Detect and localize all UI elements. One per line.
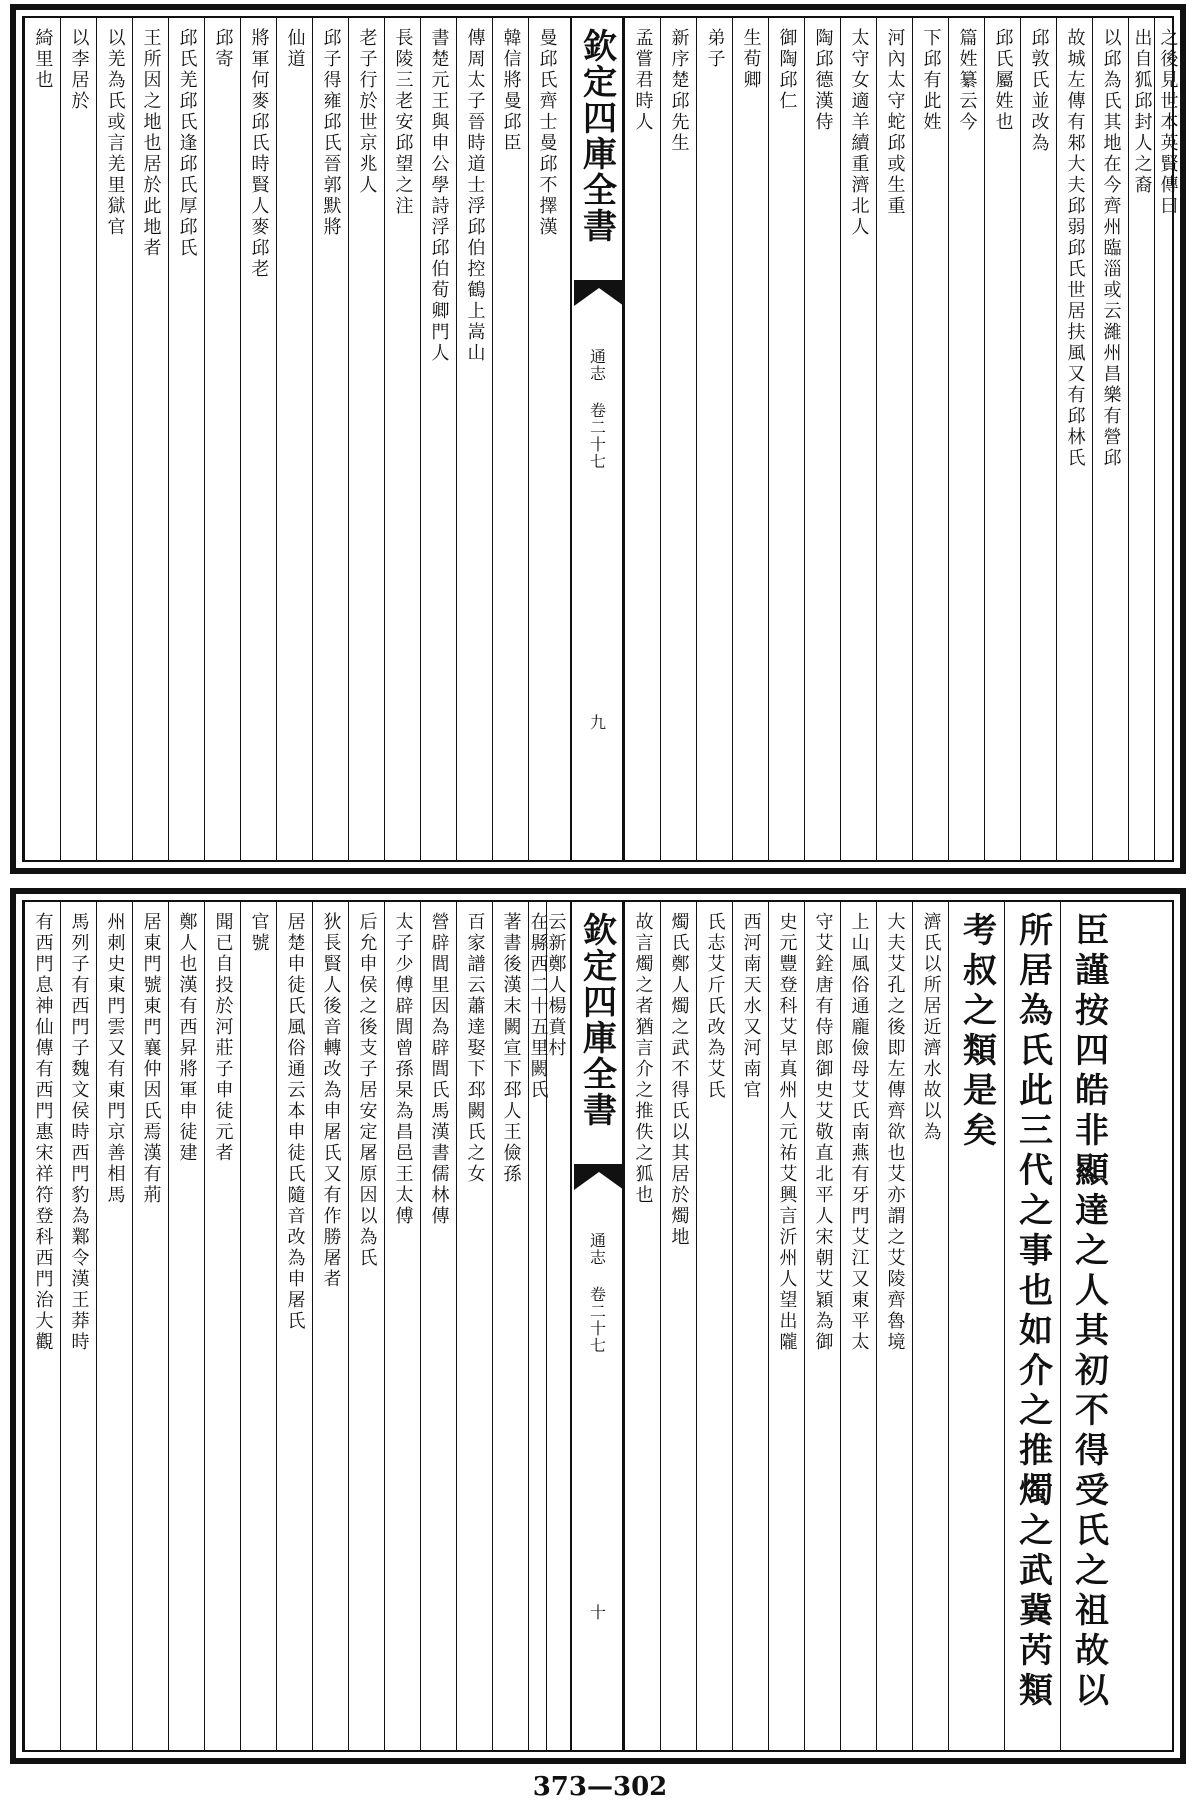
text-column [168,902,204,1750]
text-column [96,902,132,1750]
column-text: 以邱為氏其地在今齊州臨淄或云濰州昌樂有營邱 [1100,28,1122,469]
bottom-left-text-block [24,902,567,1750]
column-text: 新序楚邱先生 [668,28,690,154]
bottom-page [10,888,1186,1764]
text-column [312,18,348,860]
text-column [1092,18,1128,860]
column-text: 御陶邱仁 [776,28,798,112]
text-column [492,902,528,1750]
text-column [696,902,732,1750]
column-text: 鄭人也漢有西昇將軍申徒建 [176,912,198,1164]
column-text: 老子行於世京兆人 [356,28,378,196]
column-text: 著書後漢末闕宣下邳人王儉孫 [500,912,522,1185]
text-column [312,902,348,1750]
column-text: 仙道 [284,28,306,70]
text-column [912,18,948,860]
text-column [1020,18,1056,860]
column-text: 馬列子有西門子魏文侯時西門豹為鄴令漢王莽時 [68,912,90,1353]
text-column [912,902,948,1750]
column-text: 出自狐邱封人之裔 [1131,28,1153,196]
text-column [1004,902,1060,1750]
column-text: 傳周太子晉時道士浮邱伯控鶴上嵩山 [464,28,486,364]
text-column [420,18,456,860]
text-column [276,18,312,860]
column-text: 以李居於 [68,28,90,112]
column-text: 將軍何麥邱氏時賢人麥邱老 [248,28,270,280]
column-text: 故言燭之者猶言介之推佚之狐也 [632,912,654,1206]
text-column [1060,902,1116,1750]
text-column [768,18,804,860]
text-column [24,18,60,860]
fishtail-ornament-icon [574,280,624,306]
column-text: 以羌為氏或言羌里獄官 [104,28,126,238]
column-text: 陶邱德漢侍 [812,28,834,133]
column-text: 王所因之地也居於此地者 [140,28,162,259]
column-text: 濟氏以所居近濟水故以為 [920,912,942,1143]
text-column [204,902,240,1750]
bottom-page-frame [22,900,1174,1752]
fishtail-ornament-icon [574,1164,624,1190]
column-text: 弟子 [704,28,726,70]
text-column [840,902,876,1750]
text-column [132,902,168,1750]
text-column [876,18,912,860]
text-column [948,18,984,860]
column-text: 后允申侯之後支子居安定屠原因以為氏 [356,912,378,1269]
column-text: 書楚元王與申公學詩浮邱伯荀卿門人 [428,28,450,364]
column-text: 氏志艾斤氏改為艾氏 [704,912,726,1101]
text-column [948,902,1004,1750]
text-column [528,18,564,860]
column-text: 篇姓纂云今 [956,28,978,133]
volume-label: 通志 卷二十七 [587,1232,607,1354]
column-text: 居東門號東門襄仲因氏焉漢有荊 [140,912,162,1206]
column-text: 上山風俗通龐儉母艾氏南燕有牙門艾江又東平太 [848,912,870,1353]
text-column [624,902,660,1750]
column-text: 聞已自投於河莊子申徒元者 [212,912,234,1164]
top-page [10,4,1186,874]
column-text: 生荀卿 [740,28,762,91]
text-column [348,18,384,860]
book-title: 欽定四庫全書 [576,912,617,1128]
column-text: 邱氏屬姓也 [992,28,1014,133]
column-text: 邱子得雍邱氏晉郭默將 [320,28,342,238]
column-text: 臣謹按四皓非顯達之人其初不得受氏之祖故以 [1068,912,1109,1712]
column-text: 云新鄭人楊賁村 [545,912,567,1059]
text-column [804,902,840,1750]
text-column [348,902,384,1750]
column-text: 邱氏羌邱氏逢邱氏厚邱氏 [176,28,198,259]
text-column [384,902,420,1750]
column-text: 居楚申徒氏風俗通云本申徒氏隨音改為申屠氏 [284,912,306,1332]
column-text: 考叔之類是矣 [956,912,997,1152]
volume-label: 通志 卷二十七 [587,348,607,470]
center-fold [570,902,624,1750]
text-column [60,18,96,860]
column-text: 長陵三老安邱望之注 [392,28,414,217]
text-column [840,18,876,860]
column-text: 營辟閭里因為辟閭氏馬漢書儒林傳 [428,912,450,1227]
text-column [456,18,492,860]
text-column [876,902,912,1750]
text-column [456,902,492,1750]
column-text: 故城左傳有邾大夫邱弱邱氏世居扶風又有邱林氏 [1064,28,1086,469]
bottom-right-text-block [624,902,1172,1750]
text-column [168,18,204,860]
column-text: 曼邱氏齊士曼邱不擇漢 [536,28,558,238]
top-page-frame [22,16,1179,862]
page-number: 十 [587,1604,607,1620]
column-text: 西河南天水又河南官 [740,912,762,1101]
text-column [1128,18,1154,860]
column-text: 州刺史東門雲又有東門京善相馬 [104,912,126,1206]
text-column [96,18,132,860]
column-text: 孟嘗君時人 [632,28,654,133]
column-text: 燭氏鄭人燭之武不得氏以其居於燭地 [668,912,690,1248]
column-text: 所居為氏此三代之事也如介之推燭之武冀芮類 [1012,912,1053,1712]
center-fold [570,18,624,860]
text-column [984,18,1020,860]
column-text: 大夫艾孔之後即左傳齊欲也艾亦謂之艾陵齊魯境 [884,912,906,1353]
book-title: 欽定四庫全書 [576,28,617,244]
text-column [240,902,276,1750]
top-left-text-block [24,18,558,860]
text-column [768,902,804,1750]
top-right-text-block [624,18,1179,860]
column-text: 在縣西二十五里闕氏 [527,912,549,1101]
text-column [384,18,420,860]
text-column [492,18,528,860]
text-column [204,18,240,860]
text-column [420,902,456,1750]
page-code: 373—302 [532,1772,668,1802]
text-column [276,902,312,1750]
column-text: 綺里也 [32,28,54,91]
text-column [132,18,168,860]
column-text: 守艾銓唐有侍郎御史艾敬直北平人宋朝艾穎為御 [812,912,834,1353]
text-column [696,18,732,860]
column-text: 史元豐登科艾早真州人元祐艾興言沂州人望出隴 [776,912,798,1353]
text-column [60,902,96,1750]
column-text: 狄長賢人後音轉改為申屠氏又有作勝屠者 [320,912,342,1290]
text-column [660,18,696,860]
text-column [804,18,840,860]
text-column [660,902,696,1750]
column-text: 太守女適羊續重濟北人 [848,28,870,238]
text-column [624,18,660,860]
column-text: 官號 [248,912,270,954]
text-column [527,902,549,1750]
text-column [732,18,768,860]
column-text: 太子少傅辟閭曾孫杲為昌邑王太傅 [392,912,414,1227]
text-column [732,902,768,1750]
text-column [1056,18,1092,860]
column-text: 之後見世本英賢傳曰 [1157,28,1179,217]
column-text: 邱寄 [212,28,234,70]
column-text: 下邱有此姓 [920,28,942,133]
text-column [1154,18,1180,860]
column-text: 河內太守蛇邱或生重 [884,28,906,217]
text-column [545,902,567,1750]
text-column [240,18,276,860]
page-number: 九 [587,714,607,730]
column-text: 百家譜云蕭達娶下邳闕氏之女 [464,912,486,1185]
text-column [24,902,60,1750]
column-text: 邱敦氏並改為 [1028,28,1050,154]
column-text: 韓信將曼邱臣 [500,28,522,154]
column-text: 有西門息神仙傳有西門惠宋祥符登科西門治大觀 [32,912,54,1353]
